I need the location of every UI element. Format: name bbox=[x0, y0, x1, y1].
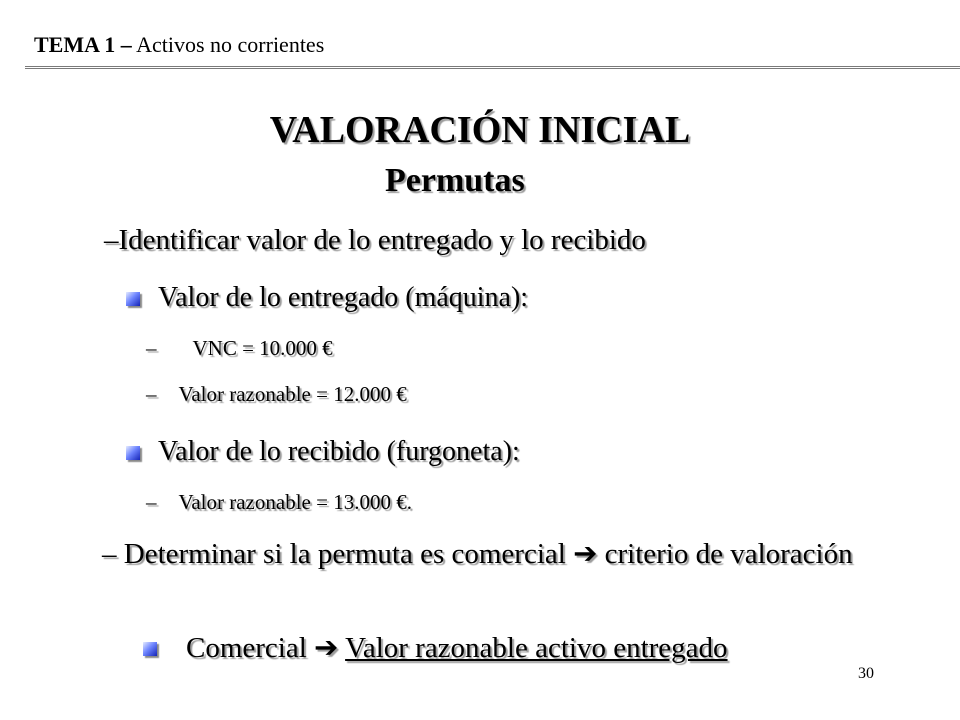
header-divider bbox=[25, 66, 960, 69]
dash-bullet: – bbox=[146, 382, 157, 406]
point-received-value: Valor de lo recibido (furgoneta): bbox=[158, 436, 520, 467]
slide-header bbox=[34, 32, 324, 58]
point-commercial-check-text: – Determinar si la permuta es comercial bbox=[102, 538, 566, 570]
slide-subtitle: Permutas bbox=[385, 162, 525, 199]
slide-title: VALORACIÓN INICIAL bbox=[269, 109, 691, 151]
commercial-label: Comercial bbox=[186, 632, 307, 664]
point-given-value: Valor de lo entregado (máquina): bbox=[158, 282, 529, 313]
subpoint-fair-value-given bbox=[146, 382, 407, 407]
arrow-right-icon: ➔ bbox=[314, 632, 339, 664]
subpoint-vnc bbox=[146, 336, 333, 361]
arrow-right-icon: ➔ bbox=[573, 538, 598, 570]
point-commercial-check bbox=[102, 537, 882, 571]
subpoint-fair-value-received-text: Valor razonable = 13.000 €. bbox=[178, 490, 412, 514]
point-identify-values: –Identificar valor de lo entregado y lo recibido bbox=[104, 224, 646, 256]
header-topic: TEMA 1 – bbox=[34, 32, 132, 57]
header-subject: Activos no corrientes bbox=[131, 32, 325, 57]
square-bullet-icon bbox=[143, 642, 157, 656]
dash-bullet: – bbox=[146, 336, 157, 360]
subpoint-fair-value-received bbox=[146, 490, 412, 515]
commercial-result-text: Valor razonable activo entregado bbox=[345, 632, 728, 664]
point-commercial-criterion: criterio de valoración bbox=[604, 538, 853, 570]
subpoint-fair-value-given-text: Valor razonable = 12.000 € bbox=[178, 382, 407, 406]
point-commercial-result bbox=[186, 630, 728, 665]
square-bullet-icon bbox=[126, 446, 140, 460]
dash-bullet: – bbox=[146, 490, 157, 514]
page-number: 30 bbox=[858, 665, 874, 682]
square-bullet-icon bbox=[126, 292, 140, 306]
subpoint-vnc-text: VNC = 10.000 € bbox=[192, 336, 333, 360]
